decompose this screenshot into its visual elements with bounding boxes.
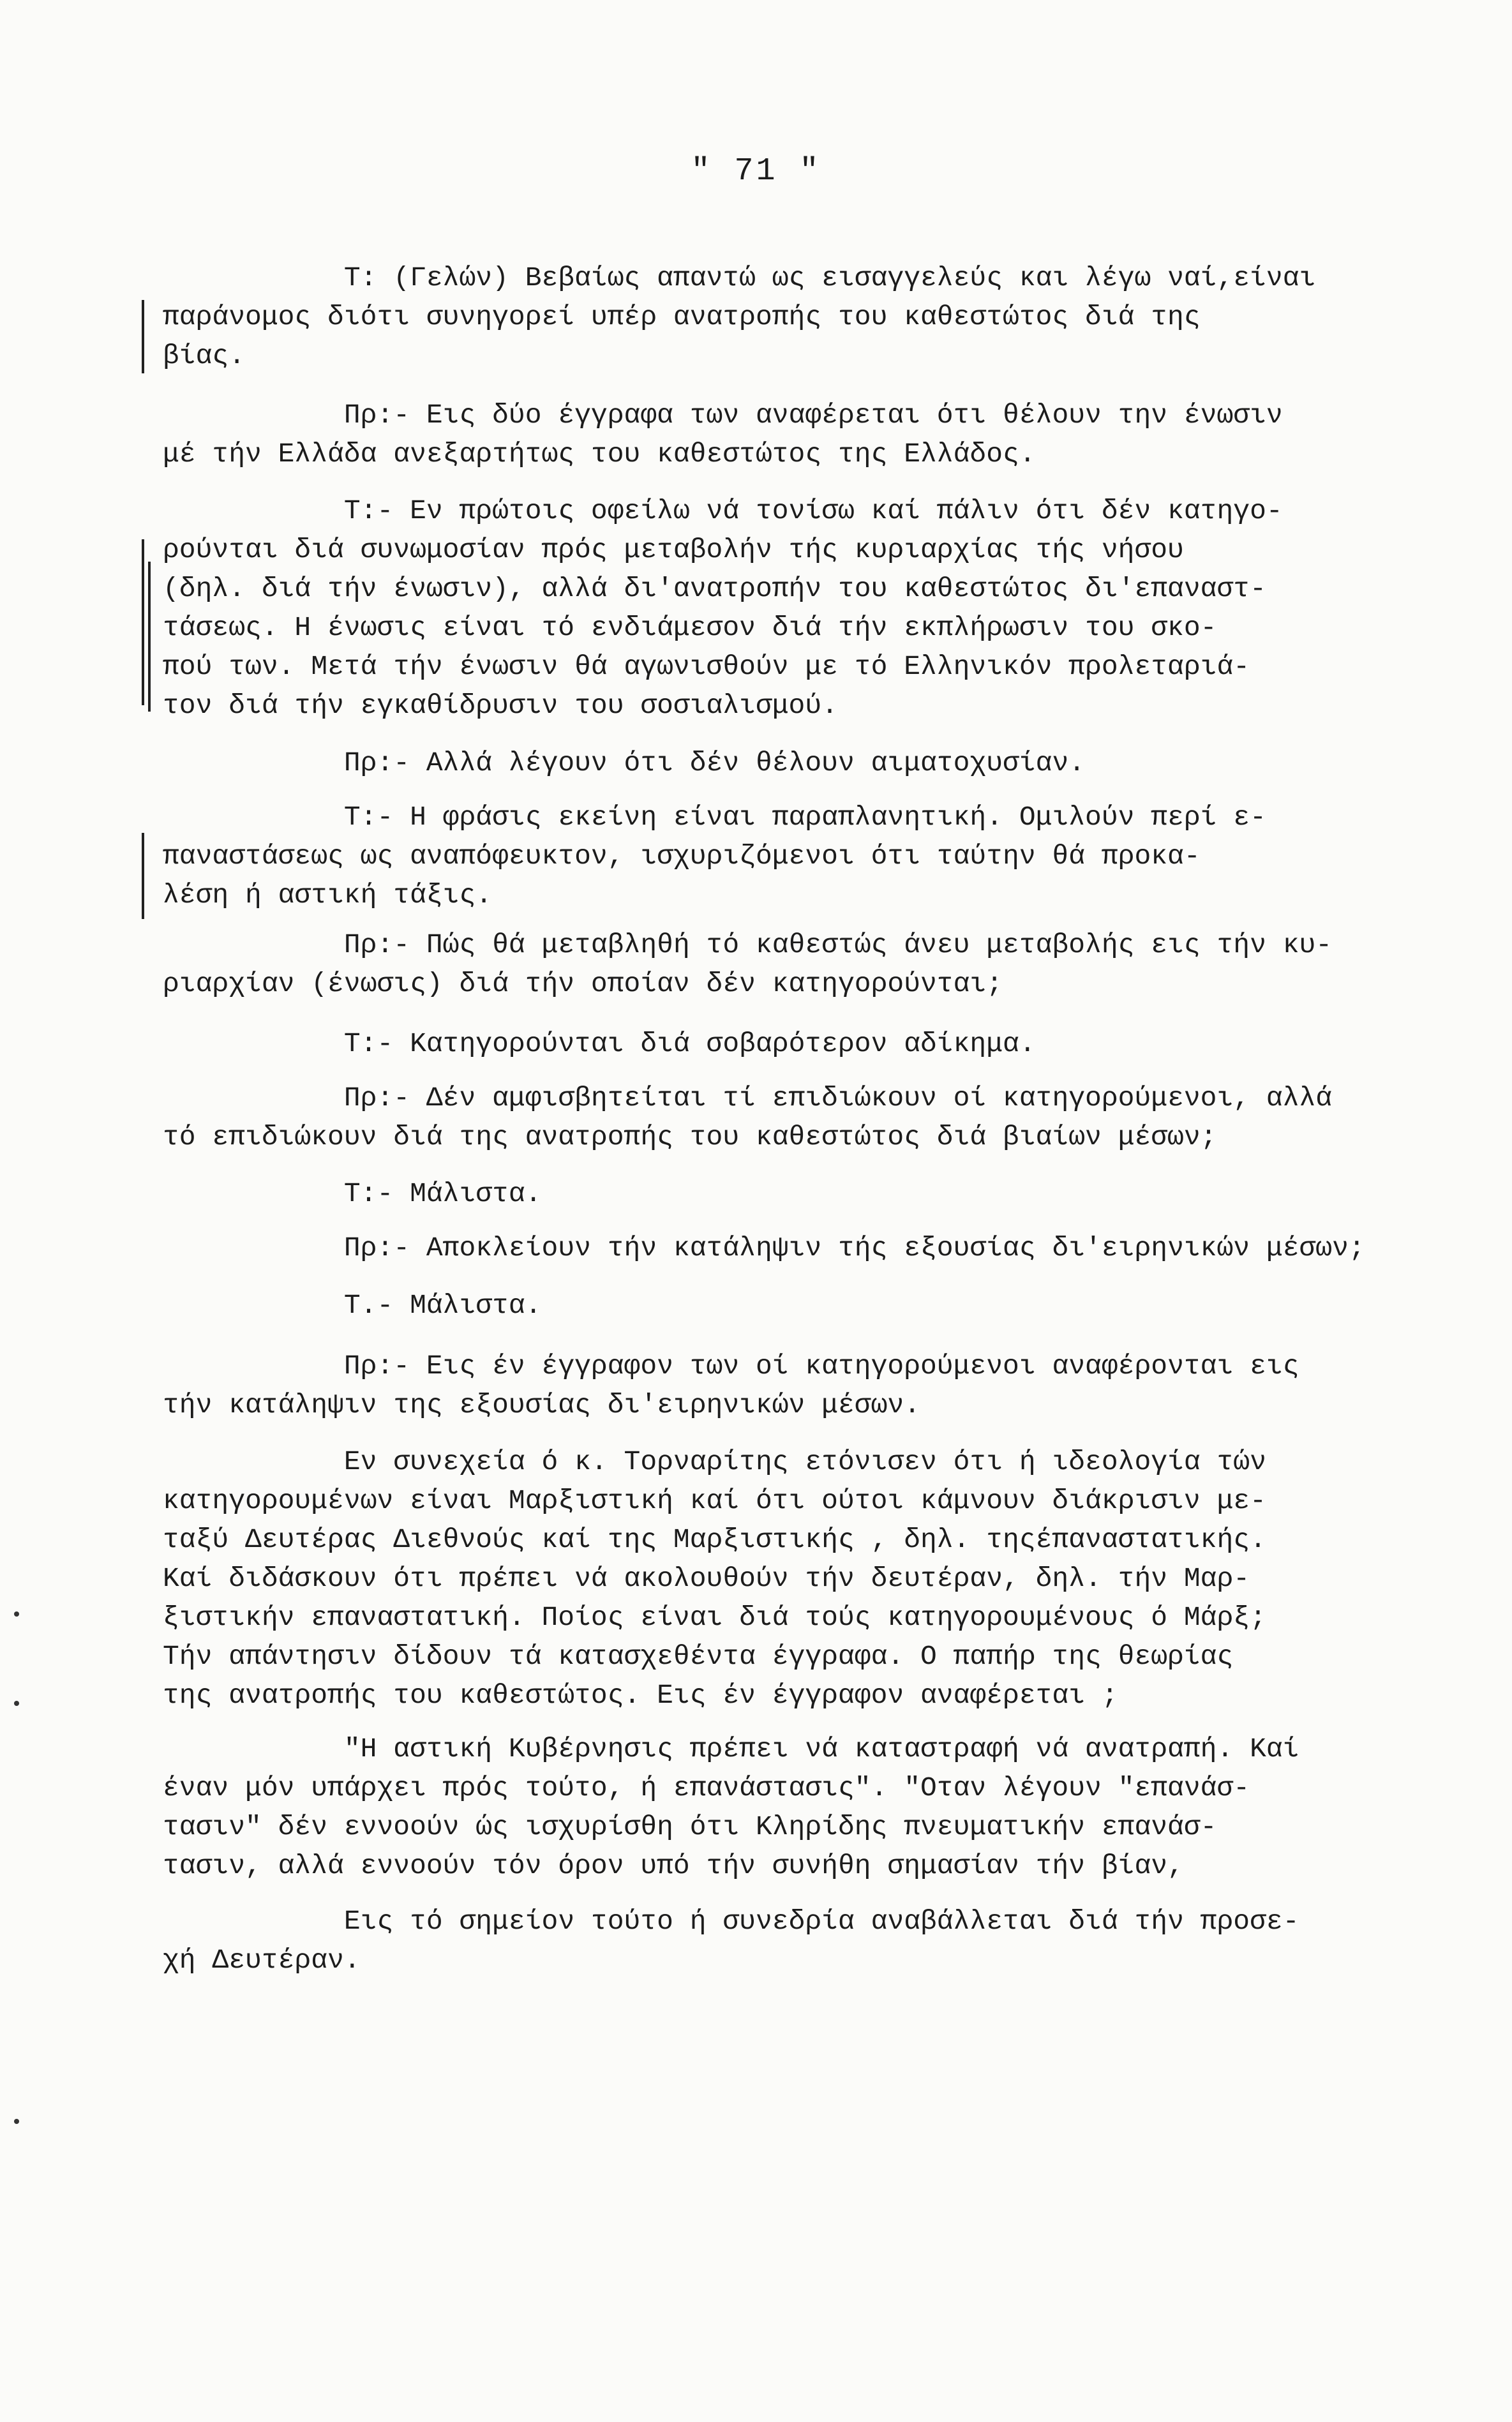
paragraph: Πρ:- Αλλά λέγουν ότι δέν θέλουν αιματοχυσίαν.: [163, 747, 1086, 779]
paragraph: Πρ:- Εις έν έγγραφον των οί κατηγορούμενοι αναφέρονται εις τήν κατάληψιν της εξουσίας δι'ειρηνικών μέσων.: [163, 1350, 1299, 1421]
paragraph: Τ: (Γελών) Βεβαίως απαντώ ως εισαγγελεύς και λέγω ναί,είναι παράνομος διότι συνηγορεί υπέρ ανατροπής του καθεστώτος διά της βίας.: [163, 262, 1316, 371]
paragraph: Πρ:- Δέν αμφισβητείται τί επιδιώκουν οί κατηγορούμενοι, αλλά τό επιδιώκουν διά της ανατροπής του καθεστώτος διά βιαίων μέσων;: [163, 1082, 1333, 1153]
page-number: " 71 ": [691, 153, 821, 190]
paragraph: Τ:- Κατηγορούνται διά σοβαρότερον αδίκημα.: [163, 1028, 1036, 1059]
margin-mark: [142, 539, 144, 705]
margin-mark: [142, 833, 144, 919]
paragraph: Πρ:- Εις δύο έγγραφα των αναφέρεται ότι θέλουν την ένωσιν μέ τήν Ελλάδα ανεξαρτήτως του καθεστώτος της Ελλάδος.: [163, 400, 1283, 470]
paragraph: Τ:- Η φράσις εκείνη είναι παραπλανητική. Ομιλούν περί ε- παναστάσεως ως αναπόφευκτον, ισχυριζόμενοι ότι ταύτην θά προκα- λέση ή αστική τάξις.: [163, 802, 1266, 911]
paragraph: Εν συνεχεία ό κ. Τορναρίτης ετόνισεν ότι ή ιδεολογία τών κατηγορουμένων είναι Μαρξιστική καί ότι ούτοι κάμνουν διάκρισιν με- ταξύ Δευτέρας Διεθνούς καί της Μαρξιστικής , δηλ. τηςέπαναστατικής. Καί διδάσκουν ότι πρέπει νά ακολουθούν τήν δευτέραν, δηλ. τήν Μαρ- ξιστικήν επαναστατική. Ποίος είναι διά τούς κατηγορουμένους ό Μάρξ; Τήν απάντησιν δίδουν τά κατασχεθέντα έγγραφα. Ο παπήρ της θεωρίας της ανατροπής του καθεστώτος. Εις έν έγγραφον αναφέρεται ;: [163, 1446, 1266, 1711]
scan-speck: [14, 2119, 19, 2124]
scan-speck: [14, 1611, 19, 1617]
paragraph: Τ:- Μάλιστα.: [163, 1178, 542, 1209]
paragraph: Τ.- Μάλιστα.: [163, 1290, 542, 1321]
paragraph: Εις τό σημείον τούτο ή συνεδρία αναβάλλεται διά τήν προσε- χή Δευτέραν.: [163, 1906, 1299, 1976]
margin-mark: [142, 300, 144, 373]
paragraph: "Η αστική Κυβέρνησις πρέπει νά καταστραφή νά ανατραπή. Καί έναν μόν υπάρχει πρός τούτο, ή επανάστασις". "Οταν λέγουν "επανάσ- τασιν" δέν εννοούν ώς ισχυρίσθη ότι Κληρίδης πνευματικήν επανάσ- τασιν, αλλά εννοούν τόν όρον υπό τήν συνήθη σημασίαν τήν βίαν,: [163, 1733, 1299, 1881]
paragraph: Πρ:- Αποκλείουν τήν κατάληψιν τής εξουσίας δι'ειρηνικών μέσων;: [163, 1232, 1365, 1264]
paragraph: Τ:- Εν πρώτοις οφείλω νά τονίσω καί πάλιν ότι δέν κατηγο- ρούνται διά συνωμοσίαν πρός μεταβολήν τής κυριαρχίας τής νήσου (δηλ. διά τήν ένωσιν), αλλά δι'ανατροπήν του καθεστώτος δι'επαναστ- τάσεως. Η ένωσις είναι τό ενδιάμεσον διά τήν εκπλήρωσιν του σκο- πού των. Μετά τήν ένωσιν θά αγωνισθούν με τό Ελληνικόν προλεταριά- τον διά τήν εγκαθίδρυσιν του σοσιαλισμού.: [163, 495, 1283, 721]
paragraph: Πρ:- Πώς θά μεταβληθή τό καθεστώς άνευ μεταβολής εις τήν κυ- ριαρχίαν (ένωσις) διά τήν οποίαν δέν κατηγορούνται;: [163, 929, 1333, 999]
scan-speck: [14, 1701, 19, 1706]
margin-mark: [148, 562, 151, 712]
